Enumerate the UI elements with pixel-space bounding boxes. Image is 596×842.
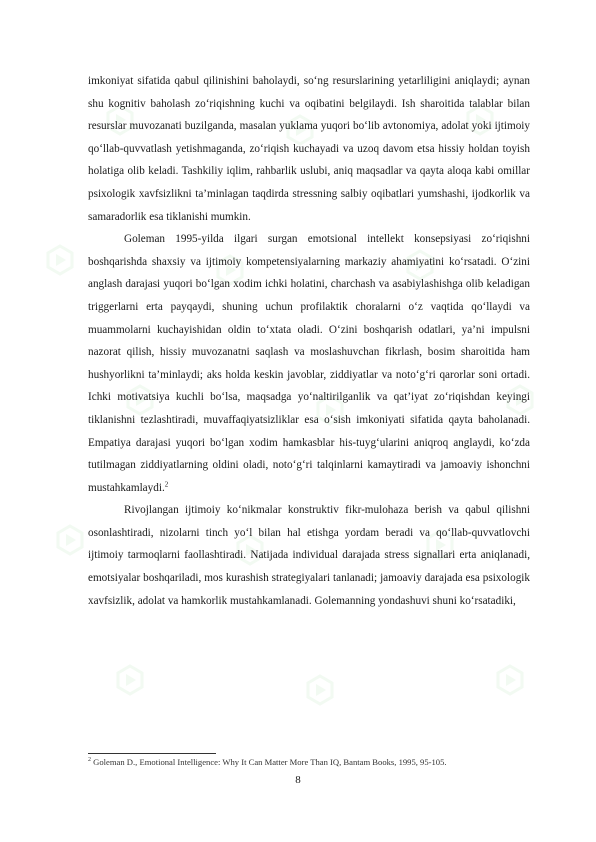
footnote [88,757,530,768]
footnote-text: Goleman D., Emotional Intelligence: Why It Can Matter More Than IQ, Bantam Books, 1995, 95-105. [93,757,447,767]
footnote-divider [88,753,216,754]
footnote-ref-2[interactable]: 2 [164,479,169,488]
page-number: 8 [295,774,301,786]
paragraph-1 [88,70,530,228]
footnote-number: 2 [88,757,91,764]
paragraph-3 [88,499,530,612]
paragraph-2-text: Goleman 1995-yilda ilgari surgan emotsional intellekt konsepsiyasi zo‘riqishni boshqarishda shaxsiy va ijtimoiy kompetensiyalarning markaziy ahamiyatini ko‘rsatadi. O‘zini anglash darajasi yuqori bo‘lgan xodim ichki holatini, charchash va asabiylashishga olib keladigan triggerlarni erta payqaydi, shuning uchun profilaktik choralarni o‘z vaqtida qo‘llaydi va muammolarni kuchayishidan oldin to‘xtata oladi. O‘zini boshqarish odatlari, ya’ni impulsni nazorat qilish, hissiy muvozanatni saqlash va moslashuvchan fikrlash, bosim sharoitida ham hushyorlikni ta’minlaydi; aks holda keskin javoblar, ziddiyatlar va noto‘g‘ri qarorlar soni ortadi. Ichki motivatsiya kuchli bo‘lsa, maqsadga yo‘naltirilganlik va qat’iyat zo‘riqishdan keyingi tiklanishni tezlashtiradi, muvaffaqiyatsizliklar esa o‘sish imkoniyati sifatida qayta baholanadi. Empatiya darajasi yuqori bo‘lgan xodim hamkasblar his-tuyg‘ularini aniqroq anglaydi, ko‘zda tutilmagan ziddiyatlarning oldini oladi, noto‘g‘ri talqinlarni kamaytiradi va jamoaviy ishonchni mustahkamlaydi. [88,233,530,494]
body-text [88,70,530,612]
paragraph-1-text: imkoniyat sifatida qabul qilinishini baholaydi, so‘ng resurslarining yetarliligini aniqlaydi; aynan shu kognitiv baholash zo‘riqishning kuchi va oqibatini belgilaydi. Ish sharoitida talablar bilan resurslar muvozanati buzilganda, masalan yuklama yuqori bo‘lib avtonomiya, adolat yoki ijtimoiy qo‘llab-quvvatlash yetishmaganda, zo‘riqish kuchayadi va uzoq davom etsa hissiy holdan toyish holatiga olib keladi. Tashkiliy iqlim, rahbarlik uslubi, aniq maqsadlar va qayta aloqa kabi omillar psixologik xavfsizlikni ta’minlagan taqdirda stressning salbiy oqibatlari yumshashi, ijodkorlik va samaradorlik esa tiklanishi mumkin. [88,75,530,223]
paragraph-3-text: Rivojlangan ijtimoiy ko‘nikmalar konstruktiv fikr-mulohaza berish va qabul qilishni osonlashtiradi, nizolarni tinch yo‘l bilan hal etishga yordam beradi va qo‘llab-quvvatlovchi ijtimoiy tarmoqlarni faollashtiradi. Natijada individual darajada stress signallari erta aniqlanadi, emotsiyalar boshqariladi, mos kurashish strategiyalari tanlanadi; jamoaviy darajada esa psixologik xavfsizlik, adolat va hamkorlik mustahkamlanadi. Golemanning yondashuvi shuni ko‘rsatadiki, [88,504,530,607]
paragraph-2 [88,228,530,499]
